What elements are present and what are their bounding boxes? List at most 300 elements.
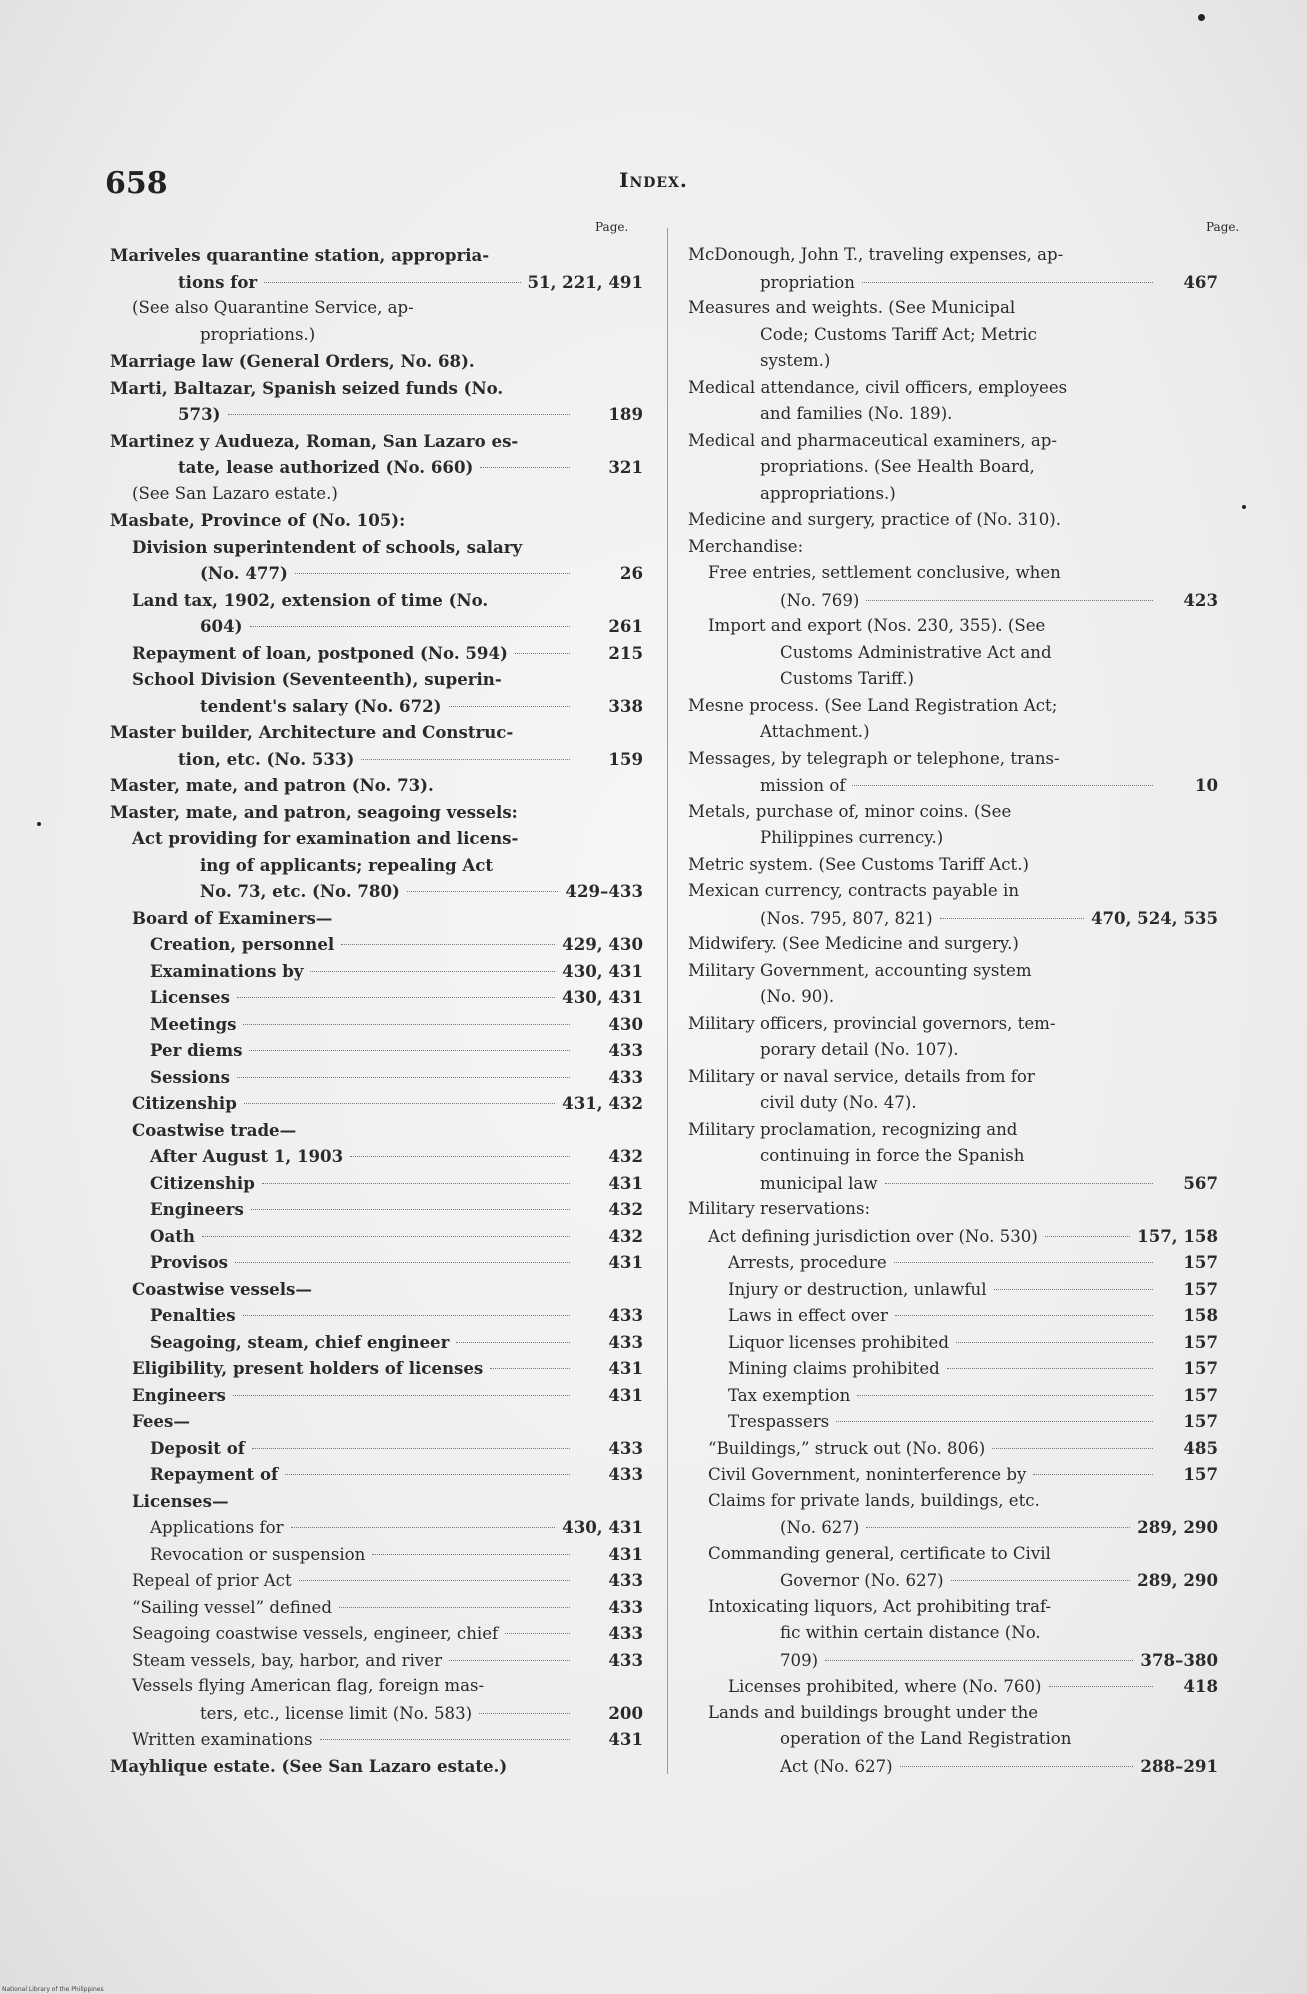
dot-leader [895, 1315, 1153, 1316]
entry-text: Act providing for examination and licens- [132, 828, 519, 848]
entry-text: (No. 769) [780, 590, 860, 610]
entry-text: ing of applicants; repealing Act [200, 854, 494, 875]
dot-leader [480, 467, 570, 468]
index-entry [110, 1673, 643, 1726]
entry-text: Examinations by [150, 960, 304, 981]
dot-leader [262, 1183, 570, 1184]
entry-text: Philippines currency.) [760, 828, 944, 847]
index-entry [688, 746, 1218, 799]
entry-line [110, 1700, 643, 1727]
entry-text: Midwifery. (See Medicine and surgery.) [688, 934, 1019, 953]
entry-text: tate, lease authorized (No. 660) [178, 457, 474, 477]
dot-leader [291, 1527, 556, 1528]
entry-text: Military proclamation, recognizing and [688, 1119, 1018, 1139]
entry-line [688, 984, 1218, 1011]
index-entry [110, 958, 643, 985]
entry-line [688, 1673, 1218, 1700]
entry-line [110, 1488, 643, 1515]
entry-line [110, 1726, 643, 1753]
index-entry [110, 295, 643, 348]
entry-line [110, 613, 643, 640]
entry-text: Customs Administrative Act and [780, 642, 1052, 662]
entry-line [688, 507, 1218, 534]
entry-text: tion, etc. (No. 533) [178, 748, 355, 769]
dot-leader [836, 1421, 1153, 1422]
page-reference: 159 [608, 748, 643, 769]
ink-speck [37, 822, 41, 826]
entry-line [688, 1037, 1218, 1064]
entry-line [110, 1355, 643, 1382]
index-entry [110, 1170, 643, 1197]
dot-leader [251, 1209, 570, 1210]
dot-leader [505, 1633, 570, 1634]
entry-text: 709) [780, 1650, 819, 1670]
index-entry [110, 1382, 643, 1409]
page-reference: 423 [1183, 589, 1218, 610]
entry-line [688, 931, 1218, 958]
entry-text: appropriations.) [760, 483, 896, 503]
entry-text: Military or naval service, details from for [688, 1066, 1035, 1086]
index-entry [110, 931, 643, 958]
entry-line [688, 1064, 1218, 1091]
page-reference: 189 [608, 404, 643, 424]
dot-leader [228, 414, 571, 415]
page-reference: 467 [1183, 271, 1218, 292]
index-entry [110, 428, 643, 481]
entry-line [110, 1408, 643, 1435]
page-reference: 429, 430 [562, 934, 643, 954]
entry-text: Arrests, procedure [728, 1253, 887, 1272]
entry-text: Act defining jurisdiction over (No. 530) [708, 1226, 1038, 1246]
entry-line [688, 269, 1218, 296]
entry-line [688, 958, 1218, 985]
entry-text: Injury or destruction, unlawful [728, 1279, 987, 1299]
dot-leader [244, 1103, 555, 1104]
dot-leader [885, 1183, 1153, 1184]
page-reference: 432 [608, 1225, 643, 1246]
entry-text: Mesne process. (See Land Registration Act; [688, 695, 1058, 715]
index-entry [110, 348, 643, 375]
entry-text: Repeal of prior Act [132, 1571, 292, 1590]
index-entry [688, 1329, 1218, 1356]
dot-leader [862, 282, 1153, 283]
entry-text: Sessions [150, 1066, 231, 1087]
entry-text: Master builder, Architecture and Construc- [110, 722, 514, 742]
ink-speck [1242, 505, 1246, 509]
entry-text: Licenses [150, 987, 230, 1007]
entry-text: Provisos [150, 1252, 228, 1272]
index-entry [110, 1196, 643, 1223]
index-entry [110, 1117, 643, 1144]
dot-leader [866, 600, 1153, 601]
entry-line [688, 322, 1218, 349]
index-entry [110, 825, 643, 905]
entry-text: Citizenship [132, 1093, 237, 1113]
index-entry [110, 507, 643, 534]
index-entry [110, 1541, 643, 1568]
page-reference: 470, 524, 535 [1090, 907, 1218, 928]
dot-leader [264, 282, 520, 283]
dot-leader [237, 1077, 570, 1078]
index-entry [688, 1011, 1218, 1064]
entry-line [688, 1461, 1218, 1488]
entry-line [688, 1647, 1218, 1674]
index-entry [110, 799, 643, 826]
entry-text: (See San Lazaro estate.) [132, 483, 338, 503]
entry-line [688, 640, 1218, 667]
page-reference: 431 [608, 1358, 643, 1378]
page-reference: 418 [1183, 1676, 1218, 1696]
entry-line [110, 375, 643, 402]
page-reference: 289, 290 [1137, 1570, 1218, 1590]
dot-leader [407, 891, 559, 892]
page-reference: 321 [608, 457, 643, 477]
dot-leader [233, 1395, 570, 1396]
entry-text: mission of [760, 776, 846, 795]
index-entry [110, 1037, 643, 1064]
dot-leader [852, 785, 1153, 786]
index-entry [110, 772, 643, 799]
entry-text: “Buildings,” struck out (No. 806) [708, 1438, 986, 1458]
dot-leader [243, 1315, 570, 1316]
entry-text: Per diems [150, 1040, 243, 1060]
entry-line [110, 1249, 643, 1276]
entry-text: Metric system. (See Customs Tariff Act.) [688, 854, 1029, 874]
entry-text: Coastwise trade— [132, 1119, 297, 1140]
page-reference: 432 [608, 1199, 643, 1219]
page-reference: 157 [1183, 1252, 1218, 1272]
entry-line [110, 878, 643, 905]
entry-text: Martinez y Audueza, Roman, San Lazaro es- [110, 430, 519, 451]
entry-line [688, 1541, 1218, 1568]
index-entry [110, 1329, 643, 1356]
entry-text: Merchandise: [688, 536, 804, 556]
entry-line [110, 693, 643, 720]
dot-leader [320, 1739, 570, 1740]
entry-line [688, 1090, 1218, 1117]
entry-line [110, 534, 643, 561]
entry-line [110, 1090, 643, 1117]
entry-line [110, 1541, 643, 1568]
entry-line [110, 1382, 643, 1409]
entry-line [688, 1382, 1218, 1409]
page-reference: 158 [1183, 1305, 1218, 1325]
entry-line [110, 1037, 643, 1064]
index-entry [110, 1753, 643, 1780]
index-entry [110, 1488, 643, 1515]
index-entry [110, 719, 643, 772]
index-entry [110, 242, 643, 295]
index-entry [688, 1435, 1218, 1462]
page-reference: 485 [1183, 1437, 1218, 1458]
index-entry [688, 1408, 1218, 1435]
entry-text: Mining claims prohibited [728, 1359, 940, 1378]
entry-text: Claims for private lands, buildings, etc. [708, 1490, 1040, 1510]
page-reference: 433 [608, 1596, 643, 1617]
index-entry [688, 1249, 1218, 1276]
entry-text: propriations.) [200, 324, 316, 344]
dot-leader [295, 573, 570, 574]
dot-leader [250, 626, 571, 627]
page-reference: 430, 431 [562, 987, 643, 1007]
entry-line [110, 772, 643, 799]
index-entry [110, 1408, 643, 1435]
entry-line [110, 719, 643, 746]
entry-line [110, 1620, 643, 1647]
page-reference: 433 [608, 1066, 643, 1087]
dot-leader [992, 1448, 1153, 1449]
page-reference: 430 [608, 1013, 643, 1034]
entry-text: Land tax, 1902, extension of time (No. [132, 589, 489, 610]
entry-text: and families (No. 189). [760, 404, 953, 423]
index-entry [688, 428, 1218, 508]
entry-text: Licenses prohibited, where (No. 760) [728, 1677, 1042, 1696]
entry-line [110, 1196, 643, 1223]
entry-line [688, 905, 1218, 932]
entry-line [110, 242, 643, 269]
index-entry [110, 1223, 643, 1250]
page-reference: 157 [1183, 1331, 1218, 1352]
page-reference: 157 [1183, 1278, 1218, 1299]
index-entry [110, 1090, 643, 1117]
index-entry [110, 1302, 643, 1329]
entry-text: Trespassers [728, 1412, 830, 1431]
index-entry [688, 1700, 1218, 1780]
entry-line [110, 1673, 643, 1700]
entry-line [688, 1117, 1218, 1144]
page-reference: 157 [1183, 1384, 1218, 1405]
dot-leader [894, 1262, 1153, 1263]
entry-line [688, 481, 1218, 508]
page-reference: 433 [608, 1570, 643, 1590]
dot-leader [1033, 1474, 1153, 1475]
entry-line [688, 1011, 1218, 1038]
index-entry [110, 534, 643, 587]
entry-text: Medical and pharmaceutical examiners, ap- [688, 430, 1058, 450]
page-reference: 433 [608, 1464, 643, 1484]
dot-leader [490, 1368, 570, 1369]
entry-line [688, 852, 1218, 879]
index-entry [688, 1488, 1218, 1541]
page-reference: 433 [608, 1623, 643, 1643]
entry-text: “Sailing vessel” defined [132, 1597, 333, 1617]
dot-leader [956, 1342, 1153, 1343]
index-entry [688, 1594, 1218, 1674]
entry-line [688, 1700, 1218, 1727]
dot-leader [310, 971, 555, 972]
entry-text: system.) [760, 351, 831, 370]
entry-text: Coastwise vessels— [132, 1278, 312, 1299]
entry-text: Measures and weights. (See Municipal [688, 298, 1016, 317]
index-entry [110, 666, 643, 719]
dot-leader [479, 1713, 570, 1714]
index-entry [110, 1011, 643, 1038]
dot-leader [339, 1607, 570, 1608]
entry-line [688, 799, 1218, 826]
page-reference: 288–291 [1140, 1755, 1218, 1776]
page-number: 658 [105, 166, 168, 201]
index-entry [688, 1461, 1218, 1488]
entry-line [110, 825, 643, 852]
dot-leader [235, 1262, 570, 1263]
entry-text: Licenses— [132, 1490, 229, 1511]
dot-leader [237, 997, 555, 998]
entry-text: (No. 627) [780, 1518, 860, 1537]
dot-leader [1045, 1236, 1130, 1237]
entry-line [110, 1594, 643, 1621]
entry-text: Import and export (Nos. 230, 355). (See [708, 616, 1046, 635]
entry-line [110, 1011, 643, 1038]
index-entry [110, 1355, 643, 1382]
column-divider [667, 228, 668, 1774]
dot-leader [857, 1395, 1153, 1396]
entry-line [688, 1223, 1218, 1250]
index-entry [110, 1276, 643, 1303]
entry-line [688, 587, 1218, 614]
page-reference: 430, 431 [562, 960, 643, 981]
entry-text: fic within certain distance (No. [780, 1623, 1041, 1642]
entry-text: (No. 90). [760, 987, 835, 1006]
entry-text: municipal law [760, 1173, 878, 1193]
entry-text: Mexican currency, contracts payable in [688, 881, 1020, 900]
entry-text: propriations. (See Health Board, [760, 457, 1035, 476]
entry-text: Citizenship [150, 1172, 255, 1193]
entry-text: 573) [178, 404, 221, 424]
index-entry [110, 1435, 643, 1462]
entry-text: propriation [760, 272, 855, 292]
entry-text: Revocation or suspension [150, 1544, 366, 1564]
entry-text: 604) [200, 616, 243, 636]
entry-text: Seagoing, steam, chief engineer [150, 1331, 450, 1352]
entry-line [688, 428, 1218, 455]
entry-line [688, 613, 1218, 640]
dot-leader [947, 1368, 1153, 1369]
entry-line [110, 1753, 643, 1780]
entry-line [110, 428, 643, 455]
entry-text: Mayhlique estate. (See San Lazaro estate.) [110, 1755, 508, 1776]
index-entry [110, 1726, 643, 1753]
entry-text: Creation, personnel [150, 934, 335, 954]
entry-line [688, 1302, 1218, 1329]
index-entry [688, 1541, 1218, 1594]
page-reference: 157 [1183, 1464, 1218, 1484]
entry-text: Mariveles quarantine station, appropria- [110, 245, 490, 265]
entry-line [110, 295, 643, 322]
entry-text: Applications for [150, 1518, 284, 1537]
dot-leader [350, 1156, 570, 1157]
page-reference: 378–380 [1140, 1649, 1218, 1670]
dot-leader [285, 1474, 570, 1475]
page-column-heading: Page. [595, 220, 629, 234]
page-reference: 26 [619, 563, 643, 583]
dot-leader [951, 1580, 1131, 1581]
entry-line [688, 295, 1218, 322]
index-entry [688, 799, 1218, 852]
page-reference: 433 [608, 1331, 643, 1352]
page-reference: 431 [608, 1172, 643, 1193]
page-reference: 430, 431 [562, 1517, 643, 1537]
dot-leader [252, 1448, 570, 1449]
page-reference: 431, 432 [562, 1093, 643, 1113]
index-entry [688, 931, 1218, 958]
entry-line [110, 1302, 643, 1329]
index-entry [110, 481, 643, 508]
entry-text: Eligibility, present holders of licenses [132, 1358, 484, 1378]
dot-leader [202, 1236, 570, 1237]
index-entry [110, 1620, 643, 1647]
entry-line [110, 269, 643, 296]
page-reference: 433 [608, 1649, 643, 1670]
entry-line [110, 1435, 643, 1462]
page-reference: 431 [608, 1384, 643, 1405]
entry-line [688, 1196, 1218, 1223]
entry-line [110, 931, 643, 958]
index-entry [688, 1064, 1218, 1117]
index-entry [110, 1064, 643, 1091]
entry-text: Masbate, Province of (No. 105): [110, 510, 406, 530]
entry-text: Customs Tariff.) [780, 669, 914, 688]
entry-text: School Division (Seventeenth), superin- [132, 669, 502, 689]
entry-text: Board of Examiners— [132, 907, 333, 928]
page-reference: 261 [608, 616, 643, 636]
index-entry [110, 1514, 643, 1541]
entry-text: Steam vessels, bay, harbor, and river [132, 1650, 443, 1670]
entry-text: Tax exemption [728, 1385, 851, 1405]
entry-text: Medical attendance, civil officers, employees [688, 377, 1068, 397]
entry-text: Marti, Baltazar, Spanish seized funds (No. [110, 377, 504, 398]
entry-line [110, 958, 643, 985]
entry-text: Marriage law (General Orders, No. 68). [110, 351, 475, 371]
entry-line [110, 746, 643, 773]
entry-line [110, 640, 643, 667]
entry-line [688, 1594, 1218, 1621]
entry-list [688, 242, 1218, 1779]
entry-line [110, 454, 643, 481]
entry-line [110, 984, 643, 1011]
entry-text: Division superintendent of schools, salary [132, 536, 523, 557]
entry-line [110, 1064, 643, 1091]
entry-line [688, 1170, 1218, 1197]
ink-speck [1198, 14, 1205, 21]
entry-line [688, 1408, 1218, 1435]
dot-leader [900, 1766, 1134, 1767]
entry-line [110, 587, 643, 614]
page-reference: 433 [608, 1040, 643, 1060]
entry-line [688, 1620, 1218, 1647]
entry-line [688, 1355, 1218, 1382]
entry-text: No. 73, etc. (No. 780) [200, 881, 400, 901]
entry-line [110, 1117, 643, 1144]
page-reference: 567 [1183, 1172, 1218, 1193]
index-entry [688, 534, 1218, 561]
index-entry [688, 613, 1218, 693]
index-entry [110, 1249, 643, 1276]
index-entry [688, 693, 1218, 746]
index-entry [688, 1355, 1218, 1382]
index-entry [110, 905, 643, 932]
index-entry [110, 375, 643, 428]
index-entry [688, 560, 1218, 613]
dot-leader [449, 1660, 570, 1661]
entry-text: operation of the Land Registration [780, 1729, 1072, 1748]
page-reference: 10 [1194, 775, 1218, 795]
entry-text: Deposit of [150, 1437, 245, 1458]
page-reference: 432 [608, 1146, 643, 1166]
index-entry [688, 958, 1218, 1011]
entry-text: Master, mate, and patron, seagoing vessels: [110, 801, 518, 822]
index-entry [688, 852, 1218, 879]
entry-line [688, 1567, 1218, 1594]
